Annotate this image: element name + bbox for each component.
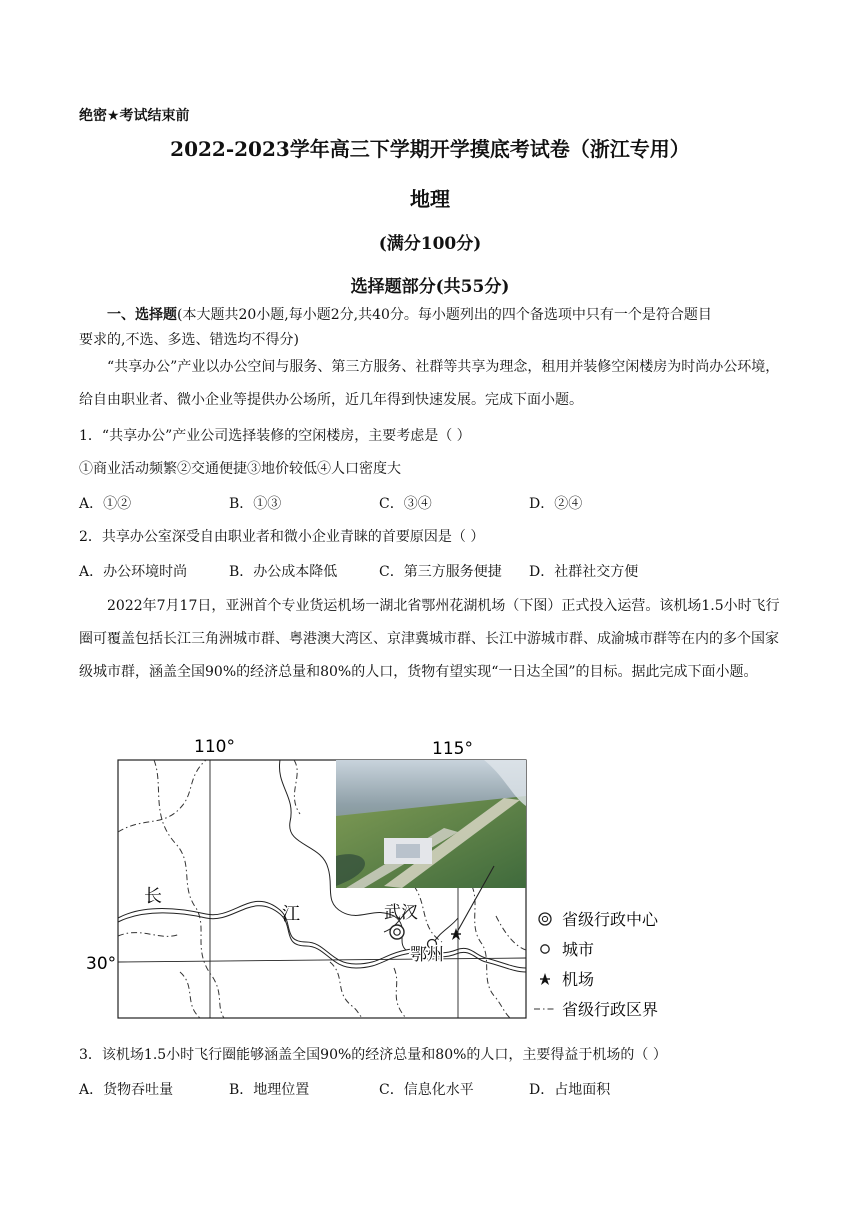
label-lat-30: 30° — [86, 954, 117, 974]
question-1-items: ①商业活动频繁②交通便捷③地价较低④人口密度大 — [79, 461, 401, 477]
airport-location-map — [84, 736, 684, 1028]
question-1-stem: 1．“共享办公”产业公司选择装修的空闲楼房，主要考虑是（ ） — [79, 428, 471, 444]
passage-shared-office: “共享办公”产业以办公空间与服务、第三方服务、社群等共享为理念，租用并装修空闲楼房为时尚办公环境，给自由职业者、微小企业等提供办公场所，近几年得到快速发展。完成下面小题。 — [79, 359, 780, 408]
label-lon-110: 110° — [194, 737, 235, 757]
q2-option-a[interactable]: A．办公环境时尚 — [79, 564, 188, 580]
legend-airport: 机场 — [562, 970, 595, 989]
q1-option-d[interactable]: D．②④ — [529, 496, 583, 512]
instructions-line-1 — [79, 305, 789, 325]
q3-option-c[interactable]: C．信息化水平 — [379, 1082, 474, 1098]
label-ezhou: 鄂州 — [410, 945, 444, 965]
section-title: 选择题部分(共55分) — [350, 277, 510, 297]
question-2-stem: 2．共享办公室深受自由职业者和微小企业青睐的首要原因是（ ） — [79, 529, 485, 545]
q2-option-b[interactable]: B．办公成本降低 — [229, 564, 338, 580]
question-3-stem: 3．该机场1.5小时飞行圈能够涵盖全国90%的经济总量和80%的人口，主要得益于机场的（ ） — [79, 1047, 667, 1063]
question-1-options — [79, 493, 799, 513]
question-2-options — [79, 561, 799, 581]
passage-ezhou-airport: 2022年7月17日，亚洲首个专业货运机场一湖北省鄂州花湖机场（下图）正式投入运营。该机场1.5小时飞行圈可覆盖包括长江三角洲城市群、粤港澳大湾区、京津冀城市群、长江中游城市群、成渝城市群等在内的多个国家级城市群，涵盖全国90%的经济总量和80%的人口，货物有望实现“一日达全国”的目标。据此完成下面小题。 — [79, 598, 780, 680]
legend-boundary: 省级行政区界 — [562, 1000, 659, 1019]
subject-title: 地理 — [410, 187, 450, 211]
label-wuhan: 武汉 — [384, 903, 418, 923]
instructions-heading: 一、选择题 — [107, 307, 177, 323]
q2-option-d[interactable]: D．社群社交方便 — [529, 564, 639, 580]
question-3-options — [79, 1079, 799, 1099]
legend-provincial-capital: 省级行政中心 — [562, 910, 659, 929]
q1-option-c[interactable]: C．③④ — [379, 496, 432, 512]
q3-option-d[interactable]: D．占地面积 — [529, 1082, 611, 1098]
map-figure — [84, 736, 684, 1028]
q1-option-b[interactable]: B．①③ — [229, 496, 282, 512]
label-chang: 长 — [144, 886, 162, 907]
q3-option-b[interactable]: B．地理位置 — [229, 1082, 310, 1098]
airport-photo — [336, 760, 526, 888]
confidential-label: 绝密★考试结束前 — [79, 108, 190, 124]
map-legend — [534, 910, 659, 1019]
label-lon-115: 115° — [432, 739, 473, 759]
full-score: (满分100分) — [378, 234, 482, 254]
instructions-text: (本大题共20小题,每小题2分,共40分。每小题列出的四个备选项中只有一个是符合题目 — [177, 307, 712, 323]
wuhan-marker — [390, 925, 404, 939]
instructions-line-2: 要求的,不选、多选、错选均不得分) — [79, 332, 299, 348]
legend-city: 城市 — [562, 940, 595, 959]
q1-option-a[interactable]: A．①② — [79, 496, 132, 512]
q2-option-c[interactable]: C．第三方服务便捷 — [379, 564, 502, 580]
exam-title: 2022-2023学年高三下学期开学摸底考试卷（浙江专用） — [170, 137, 690, 161]
q3-option-a[interactable]: A．货物吞吐量 — [79, 1082, 174, 1098]
label-jiang: 江 — [282, 904, 300, 925]
